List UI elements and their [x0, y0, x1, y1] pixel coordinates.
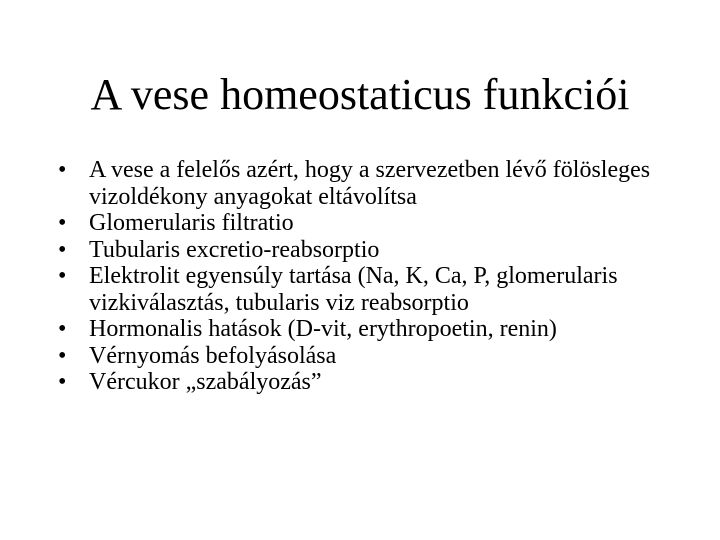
bullet-list: [58, 157, 658, 396]
list-item: [58, 157, 658, 210]
bullet-text: Hormonalis hatások (D-vit, erythropoetin, renin): [89, 316, 557, 342]
bullet-text: Glomerularis filtratio: [89, 210, 294, 236]
list-item: [58, 343, 658, 370]
list-item: [58, 210, 658, 237]
bullet-icon: •: [58, 236, 67, 263]
bullet-icon: •: [58, 157, 67, 183]
list-item: [58, 369, 658, 396]
bullet-icon: •: [58, 210, 67, 236]
list-item: [58, 263, 658, 316]
bullet-icon: •: [58, 369, 67, 395]
list-item: [58, 316, 658, 343]
slide-title: A vese homeostaticus funkciói: [90, 70, 630, 119]
bullet-text: Vérnyomás befolyásolása: [89, 342, 337, 369]
list-item: [58, 237, 658, 264]
bullet-text: Elektrolit egyensúly tartása (Na, K, Ca, P, glomerularis vizkiválasztás, tubularis viz reabsorptio: [89, 263, 618, 316]
bullet-icon: •: [58, 263, 67, 289]
bullet-text: Vércukor „szabályozás”: [89, 369, 322, 395]
bullet-text: Tubularis excretio-reabsorptio: [89, 236, 380, 263]
bullet-text: A vese a felelős azért, hogy a szervezetben lévő fölösleges vizoldékony anyagokat eltávolítsa: [89, 157, 651, 210]
bullet-icon: •: [58, 342, 67, 369]
bullet-icon: •: [58, 316, 67, 342]
